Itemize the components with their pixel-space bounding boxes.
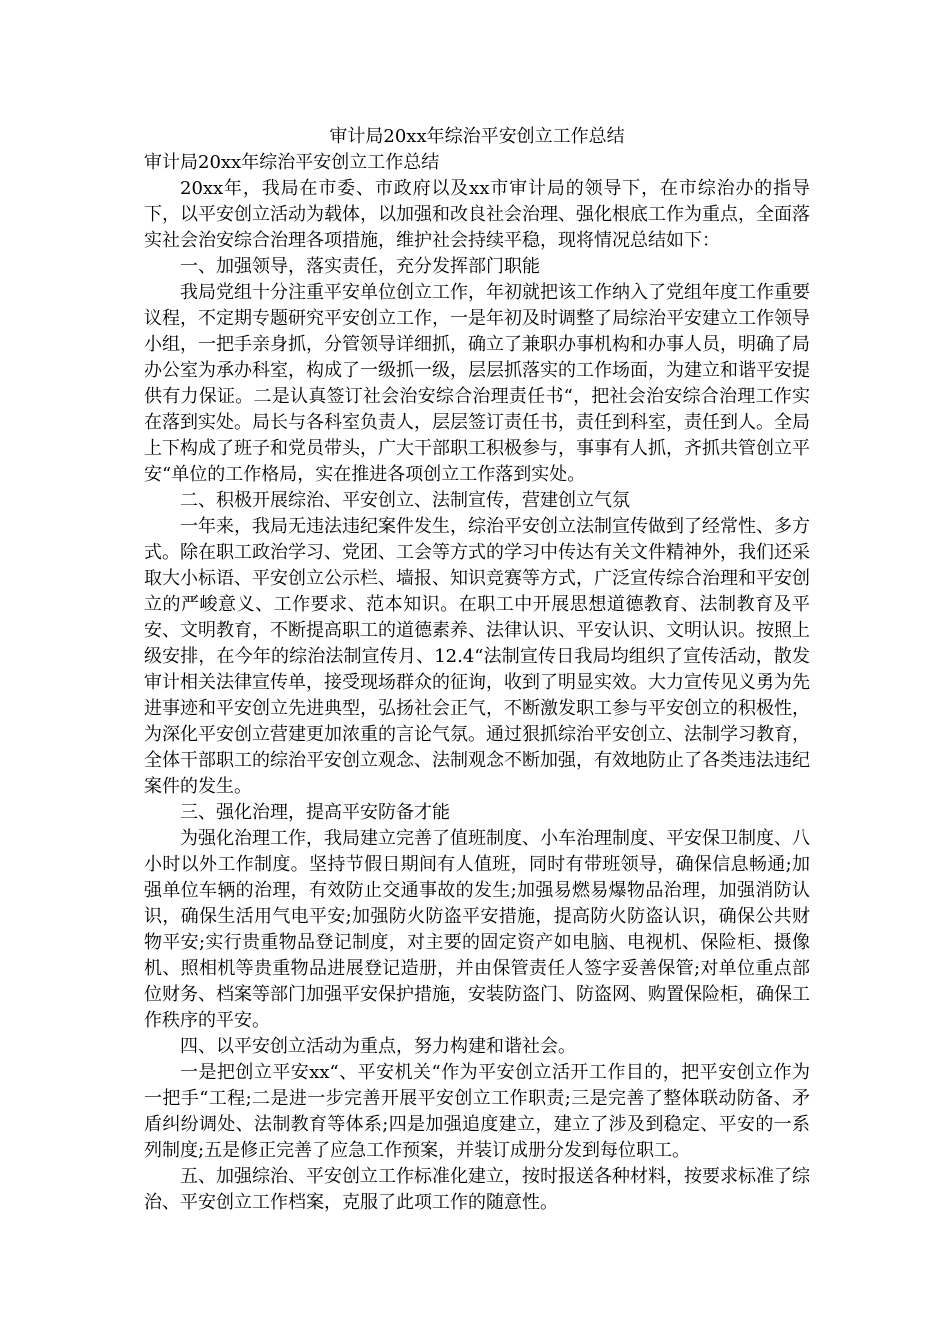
section-heading-1: 一、加强领导，落实责任，充分发挥部门职能 — [180, 256, 540, 277]
closing-paragraph: 五、加强综治、平安创立工作标准化建立，按时报送各种材料，按要求标准了综治、平安创立工作档案，克服了此项工作的随意性。 — [144, 1166, 810, 1213]
document-title: 审计局20xx年综治平安创立工作总结 — [329, 126, 625, 147]
section-heading-3: 三、强化治理，提高平安防备才能 — [180, 802, 450, 823]
section-body-4: 一是把创立平安xx“、平安机关“作为平安创立活开工作目的，把平安创立作为一把手“工程;二是进一步完善开展平安创立工作职责;三是完善了整体联动防备、矛盾纠纷调处、法制教育等体系;四是加强追度建立，建立了涉及到稳定、平安的一系列制度;五是修正完善了应急工作预案，并装订成册分发到每位职工。 — [144, 1062, 810, 1161]
section-heading-2: 二、积极开展综治、平安创立、法制宣传，营建创立气氛 — [180, 490, 630, 511]
section-body-3: 为强化治理工作，我局建立完善了值班制度、小车治理制度、平安保卫制度、八小时以外工作制度。坚持节假日期间有人值班，同时有带班领导，确保信息畅通;加强单位车辆的治理，有效防止交通事故的发生;加强易燃易爆物品治理，加强消防认识，确保生活用气电平安;加强防火防盗平安措施，提高防火防盗认识，确保公共财物平安;实行贵重物品登记制度，对主要的固定资产如电脑、电视机、保险柜、摄像机、照相机等贵重物品进展登记造册，并由保管责任人签字妥善保管;对单位重点部位财务、档案等部门加强平安保护措施，安装防盗门、防盗网、购置保险柜，确保工作秩序的平安。 — [144, 828, 810, 1031]
section-heading-4: 四、以平安创立活动为重点，努力构建和谐社会。 — [180, 1036, 576, 1057]
intro-paragraph: 20xx年，我局在市委、市政府以及xx市审计局的领导下，在市综治办的指导下，以平安创立活动为载体，以加强和改良社会治理、强化根底工作为重点，全面落实社会治安综合治理各项措施，维护社会持续平稳，现将情况总结如下： — [144, 178, 810, 251]
document-subtitle: 审计局20xx年综治平安创立工作总结 — [144, 152, 440, 173]
section-body-2: 一年来，我局无违法违纪案件发生，综治平安创立法制宣传做到了经常性、多方式。除在职工政治学习、党团、工会等方式的学习中传达有关文件精神外，我们还采取大小标语、平安创立公示栏、墙报、知识竞赛等方式，广泛宣传综合治理和平安创立的严峻意义、工作要求、范本知识。在职工中开展思想道德教育、法制教育及平安、文明教育，不断提高职工的道德素养、法律认识、平安认识、文明认识。按照上级安排，在今年的综治法制宣传月、12.4“法制宣传日我局均组织了宣传活动，散发审计相关法律宣传单，接受现场群众的征询，收到了明显实效。大力宣传见义勇为先进事迹和平安创立先进典型，弘扬社会正气，不断激发职工参与平安创立的积极性，为深化平安创立营建更加浓重的言论气氛。通过狠抓综治平安创立、法制学习教育，全体干部职工的综治平安创立观念、法制观念不断加强，有效地防止了各类违法违纪案件的发生。 — [144, 516, 810, 797]
document-page — [144, 124, 810, 1216]
section-body-1: 我局党组十分注重平安单位创立工作，年初就把该工作纳入了党组年度工作重要议程，不定期专题研究平安创立工作，一是年初及时调整了局综治平安建立工作领导小组，一把手亲身抓，分管领导详细抓，确立了兼职办事机构和办事人员，明确了局办公室为承办科室，构成了一级抓一级，层层抓落实的工作场面，为建立和谐平安提供有力保证。二是认真签订社会治安综合治理责任书“，把社会治安综合治理工作实在落到实处。局长与各科室负责人，层层签订责任书，责任到科室，责任到人。全局上下构成了班子和党员带头，广大干部职工积极参与，事事有人抓，齐抓共管创立平安“单位的工作格局，实在推进各项创立工作落到实处。 — [144, 282, 810, 485]
